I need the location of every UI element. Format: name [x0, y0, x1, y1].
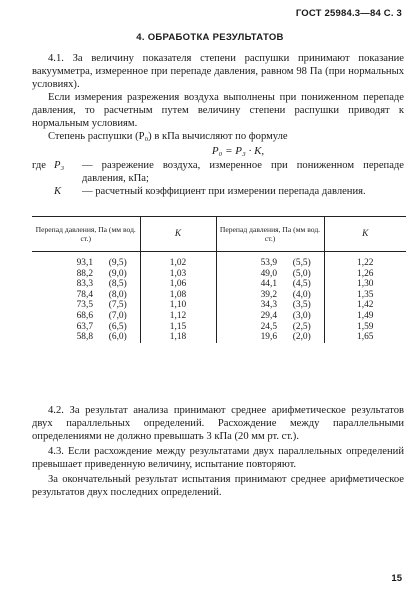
legend-row — [32, 185, 404, 198]
table-header: K — [140, 217, 216, 252]
coefficient-k: 1,59 — [324, 322, 406, 333]
pressure-mm: (9,0) — [108, 268, 127, 279]
pressure-mm: (6,5) — [108, 321, 127, 332]
legend-text: — разрежение воздуха, измеренное при пониженном перепаде давления, кПа; — [82, 160, 404, 184]
paragraph-4-1: 4.1. За величину показателя степени распушки принимают показание вакуумметра, измеренное при перепаде давления, равном 98 Па (при нормальных условиях). — [32, 53, 404, 90]
coefficient-k: 1,10 — [140, 300, 216, 311]
legend-row — [32, 159, 404, 185]
coefficient-k: 1,08 — [140, 290, 216, 301]
coefficient-k: 1,35 — [324, 290, 406, 301]
pressure-pa: 53,9 — [216, 252, 280, 269]
coefficient-k: 1,22 — [324, 252, 406, 269]
pressure-coefficient-table — [32, 216, 406, 343]
pressure-pa: 68,6 — [76, 310, 93, 321]
coefficient-k: 1,42 — [324, 300, 406, 311]
pressure-mm: (3,0) — [292, 310, 311, 321]
paragraph-4-3: 4.3. Если расхождение между результатами двух параллельных определений превышает приведенную величину, испытание повторяют. — [32, 446, 404, 470]
table-row — [32, 332, 406, 343]
pressure-pa: 44,1 — [216, 279, 280, 290]
pressure-pa: 34,3 — [216, 300, 280, 311]
pressure-mm: (2,0) — [292, 332, 311, 343]
pressure-pa: 63,7 — [76, 321, 93, 332]
page-number: 15 — [391, 573, 402, 584]
paragraph-formula-intro: Степень распушки (P₀) в кПа вычисляют по формуле — [48, 131, 288, 142]
coefficient-k: 1,02 — [140, 252, 216, 269]
results-text — [32, 404, 404, 501]
legend-lead: где — [32, 160, 46, 171]
coefficient-k: 1,65 — [324, 332, 406, 343]
pressure-pa: 58,8 — [76, 332, 93, 343]
formula-legend — [32, 159, 404, 198]
coefficient-k: 1,03 — [140, 269, 216, 280]
pressure-mm: (3,5) — [292, 300, 311, 311]
pressure-pa: 83,3 — [76, 279, 93, 290]
pressure-mm: (8,0) — [108, 289, 127, 300]
table-header: Перепад давления, Па (мм вод. ст.) — [216, 217, 324, 252]
pressure-mm: (2,5) — [292, 321, 311, 332]
coefficient-k: 1,06 — [140, 279, 216, 290]
table-row — [32, 290, 406, 301]
pressure-mm: (7,0) — [108, 310, 127, 321]
pressure-pa: 24,5 — [216, 322, 280, 333]
coefficient-k: 1,12 — [140, 311, 216, 322]
pressure-pa: 78,4 — [76, 289, 93, 300]
pressure-mm: (4,0) — [292, 289, 311, 300]
table-row — [32, 311, 406, 322]
table-row — [32, 279, 406, 290]
paragraph-final: За окончательный результат испытания принимают среднее арифметическое результатов двух последних определений. — [32, 474, 404, 498]
paragraph-4-2: 4.2. За результат анализа принимают среднее арифметическое результатов двух параллельных определений. Расхождение между параллельными определениями не должно превышать 3 кПа (20 мм рт. ст.). — [32, 405, 404, 442]
coefficient-k: 1,18 — [140, 332, 216, 343]
table-row — [32, 252, 406, 269]
section-title: 4. ОБРАБОТКА РЕЗУЛЬТАТОВ — [136, 32, 284, 43]
legend-lead — [32, 185, 54, 198]
pressure-mm: (7,5) — [108, 300, 127, 311]
pressure-mm: (8,5) — [108, 279, 127, 290]
coefficient-k: 1,15 — [140, 322, 216, 333]
pressure-pa: 49,0 — [216, 269, 280, 280]
pressure-pa: 39,2 — [216, 290, 280, 301]
table-row — [32, 322, 406, 333]
coefficient-k: 1,30 — [324, 279, 406, 290]
document-header: ГОСТ 25984.3—84 С. 3 — [295, 8, 402, 19]
legend-text: — расчетный коэффициент при измерении перепада давления. — [82, 186, 366, 197]
legend-symbol: P₃ — [54, 160, 65, 171]
paragraph-vacuum: Если измерения разрежения воздуха выполнены при пониженном перепаде давления, то расчетным путем величину степени распушки приводят к нормальным условиям. — [32, 92, 404, 129]
legend-symbol: K — [54, 186, 62, 197]
pressure-mm: (5,0) — [292, 268, 311, 279]
pressure-pa: 29,4 — [216, 311, 280, 322]
coefficient-k: 1,26 — [324, 269, 406, 280]
pressure-pa: 93,1 — [76, 258, 93, 268]
formula: P₀ = P₃ · K, — [211, 145, 265, 157]
pressure-mm: (4,5) — [292, 279, 311, 290]
pressure-mm: (5,5) — [292, 258, 311, 268]
pressure-pa: 19,6 — [216, 332, 280, 343]
table-row — [32, 300, 406, 311]
section-body — [32, 52, 404, 198]
pressure-pa: 73,5 — [76, 300, 93, 311]
pressure-mm: (9,5) — [108, 258, 127, 268]
pressure-mm: (6,0) — [108, 332, 127, 343]
table-header-row — [32, 217, 406, 252]
table-header: K — [324, 217, 406, 252]
pressure-pa: 88,2 — [76, 268, 93, 279]
table-header: Перепад давления, Па (мм вод. ст.) — [32, 217, 140, 252]
table-row — [32, 269, 406, 280]
coefficient-k: 1,49 — [324, 311, 406, 322]
